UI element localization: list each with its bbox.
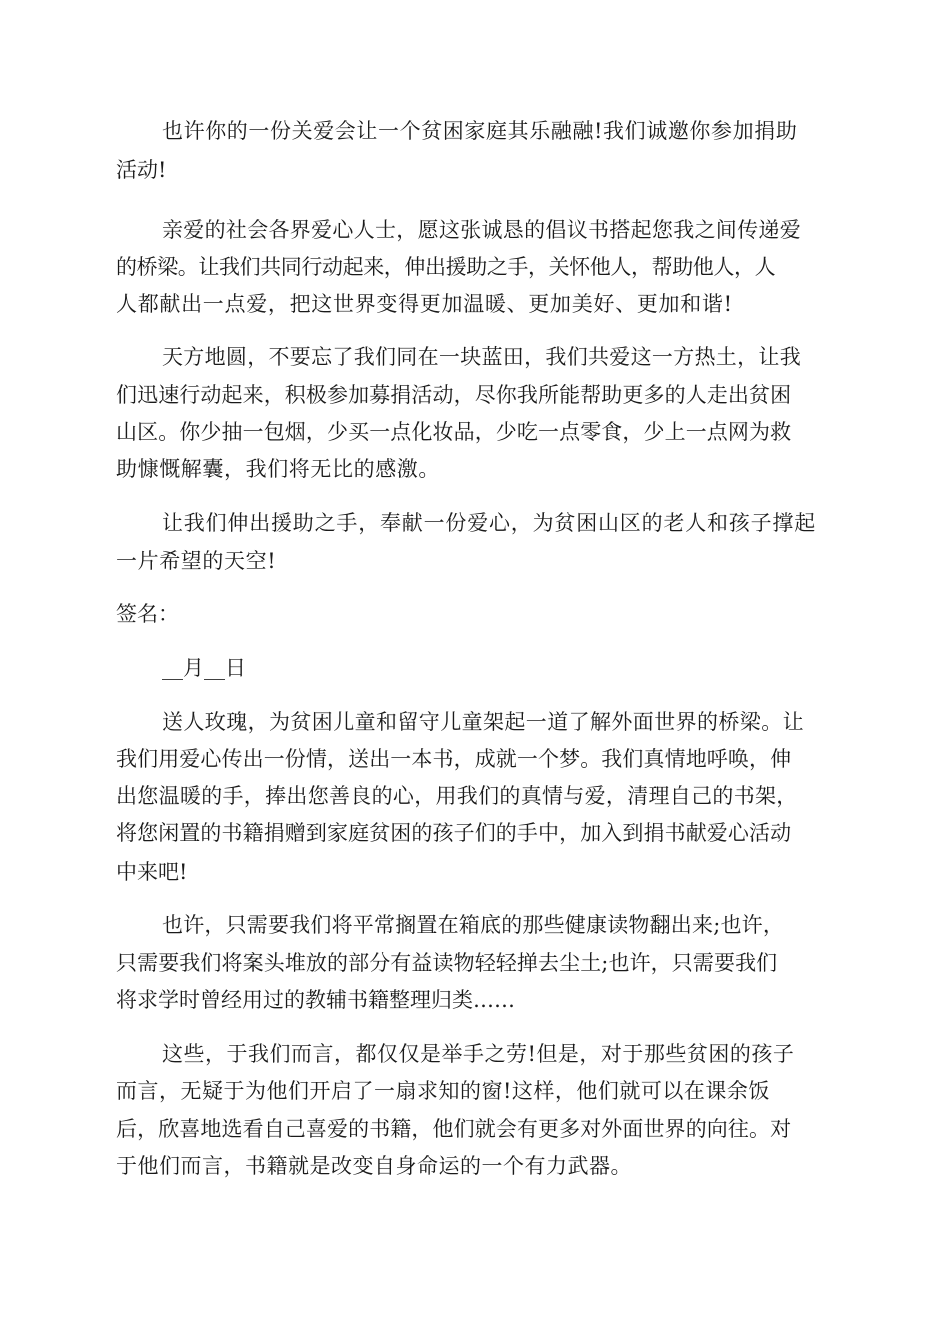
text-line: 送人玫瑰，为贫困儿童和留守儿童架起一道了解外面世界的桥梁。让 xyxy=(162,710,804,734)
text-line: 中来吧! xyxy=(116,860,188,884)
text-line: 活动! xyxy=(116,158,167,182)
text-line: 后，欣喜地选看自己喜爱的书籍，他们就会有更多对外面世界的向往。对 xyxy=(116,1117,792,1141)
text-line: 将您闲置的书籍捐赠到家庭贫困的孩子们的手中，加入到捐书献爱心活动 xyxy=(116,821,792,845)
text-line: 也许你的一份关爱会让一个贫困家庭其乐融融!我们诚邀你参加捐助 xyxy=(162,119,798,143)
text-line: 们迅速行动起来，积极参加募捐活动，尽你我所能帮助更多的人走出贫困 xyxy=(116,383,792,407)
text-line: 让我们伸出援助之手，奉献一份爱心，为贫困山区的老人和孩子撑起 xyxy=(162,511,816,535)
text-line: 一片希望的天空! xyxy=(116,549,277,573)
text-line: 亲爱的社会各界爱心人士，愿这张诚恳的倡议书搭起您我之间传递爱 xyxy=(162,218,801,242)
text-line: 也许，只需要我们将平常搁置在箱底的那些健康读物翻出来;也许， xyxy=(162,913,785,937)
text-line: 于他们而言，书籍就是改变自身命运的一个有力武器。 xyxy=(116,1154,632,1178)
date-line: __月__日 xyxy=(162,656,246,680)
text-line: 助慷慨解囊，我们将无比的感激。 xyxy=(116,457,440,481)
text-line: 只需要我们将案头堆放的部分有益读物轻轻掸去尘土;也许，只需要我们 xyxy=(116,951,778,975)
text-line: 我们用爱心传出一份情，送出一本书，成就一个梦。我们真情地呼唤，伸 xyxy=(116,747,792,771)
text-line: 人都献出一点爱，把这世界变得更加温暖、更加美好、更加和谐! xyxy=(116,292,733,316)
text-line: 山区。你少抽一包烟，少买一点化妆品，少吃一点零食，少上一点网为救 xyxy=(116,420,792,444)
text-line: 出您温暖的手，捧出您善良的心，用我们的真情与爱，清理自己的书架， xyxy=(116,784,798,808)
text-line: 而言，无疑于为他们开启了一扇求知的窗!这样，他们就可以在课余饭 xyxy=(116,1079,770,1103)
text-line: 将求学时曾经用过的教辅书籍整理归类…… xyxy=(116,988,515,1012)
text-line: 天方地圆，不要忘了我们同在一块蓝田，我们共爱这一方热土，让我 xyxy=(162,345,801,369)
signature-label: 签名： xyxy=(116,602,179,626)
text-line: 的桥梁。让我们共同行动起来，伸出援助之手，关怀他人，帮助他人，人 xyxy=(116,255,776,279)
text-line: 这些，于我们而言，都仅仅是举手之劳!但是，对于那些贫困的孩子 xyxy=(162,1042,795,1066)
